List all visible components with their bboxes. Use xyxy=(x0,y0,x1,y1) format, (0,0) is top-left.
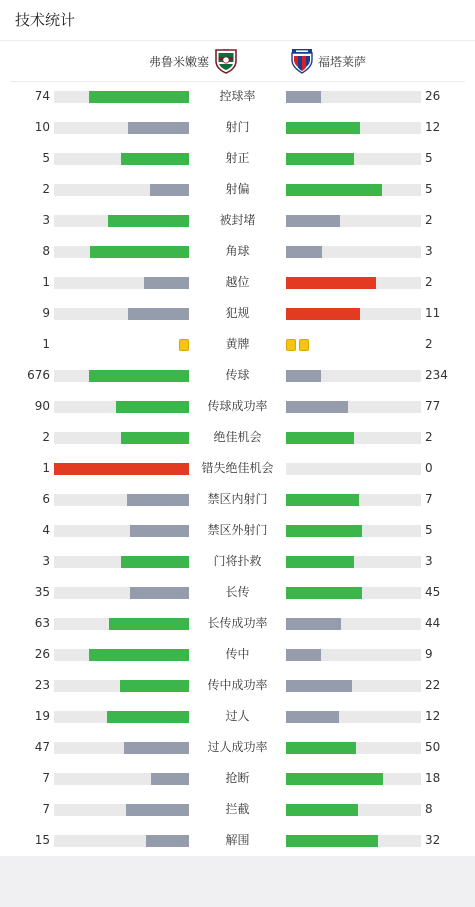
away-team-name: 福塔莱萨 xyxy=(318,54,367,69)
stat-label: 犯规 xyxy=(225,306,250,320)
home-stat-bar-fill xyxy=(89,370,189,382)
away-stat-bar-fill xyxy=(286,742,356,754)
away-stat-value: 9 xyxy=(425,647,433,661)
away-stat-bar xyxy=(286,649,421,661)
away-stat-bar xyxy=(286,525,421,537)
home-stat-bar xyxy=(54,153,189,165)
away-stat-value: 8 xyxy=(425,802,433,816)
home-stat-bar xyxy=(54,587,189,599)
away-stat-value: 12 xyxy=(425,120,441,134)
home-team[interactable] xyxy=(10,41,238,81)
away-stat-bar xyxy=(286,463,421,475)
away-stat-bar-fill xyxy=(286,370,321,382)
away-team[interactable] xyxy=(290,41,465,81)
home-stat-bar xyxy=(54,246,189,258)
home-stat-bar xyxy=(54,401,189,413)
stat-row xyxy=(0,763,475,794)
home-stat-value: 7 xyxy=(42,771,50,785)
stat-label: 过人 xyxy=(225,709,250,723)
home-stat-bar-fill xyxy=(151,773,189,785)
home-stat-value: 90 xyxy=(34,399,50,413)
yellow-card-icon xyxy=(299,339,309,351)
home-yellow-cards xyxy=(54,339,189,352)
yellow-card-icon xyxy=(179,339,189,351)
home-stat-value: 19 xyxy=(34,709,50,723)
away-stat-bar xyxy=(286,370,421,382)
home-stat-bar xyxy=(54,432,189,444)
home-stat-value: 3 xyxy=(42,554,50,568)
away-stat-bar-fill xyxy=(286,835,378,847)
yellow-card-icon xyxy=(286,339,296,351)
home-stat-bar xyxy=(54,277,189,289)
home-stat-bar xyxy=(54,742,189,754)
stat-label: 控球率 xyxy=(219,89,256,103)
away-stat-value: 77 xyxy=(425,399,441,413)
stat-row xyxy=(0,794,475,825)
stat-label: 抢断 xyxy=(225,771,250,785)
stat-row xyxy=(0,670,475,701)
home-stat-value: 6 xyxy=(42,492,50,506)
stat-row xyxy=(0,360,475,391)
home-stat-value: 9 xyxy=(42,306,50,320)
home-stat-bar xyxy=(54,773,189,785)
home-stat-bar xyxy=(54,463,189,475)
away-stat-bar-fill xyxy=(286,153,354,165)
away-stat-bar xyxy=(286,587,421,599)
stat-label: 拦截 xyxy=(225,802,250,816)
stat-row xyxy=(0,112,475,143)
away-stat-bar-fill xyxy=(286,308,360,320)
home-stat-value: 1 xyxy=(42,461,50,475)
home-stat-bar xyxy=(54,711,189,723)
stats-list xyxy=(0,81,475,856)
away-stat-bar-fill xyxy=(286,215,340,227)
stat-label: 传球成功率 xyxy=(207,399,268,413)
home-stat-value: 8 xyxy=(42,244,50,258)
stat-label: 角球 xyxy=(225,244,250,258)
home-stat-value: 7 xyxy=(42,802,50,816)
away-stat-bar xyxy=(286,277,421,289)
home-stat-value: 4 xyxy=(42,523,50,537)
away-stat-value: 7 xyxy=(425,492,433,506)
stat-label: 门将扑救 xyxy=(213,554,262,568)
away-stat-bar xyxy=(286,215,421,227)
home-stat-bar-fill xyxy=(116,401,189,413)
away-stat-bar-fill xyxy=(286,184,382,196)
home-stat-bar xyxy=(54,804,189,816)
home-stat-bar xyxy=(54,494,189,506)
away-stat-bar-fill xyxy=(286,525,362,537)
home-stat-bar-fill xyxy=(128,122,189,134)
stat-label: 禁区内射门 xyxy=(207,492,268,506)
home-stat-bar-fill xyxy=(130,587,189,599)
team-header xyxy=(10,41,465,82)
home-stat-value: 74 xyxy=(34,89,50,103)
stat-label: 长传成功率 xyxy=(207,616,268,630)
away-stat-value: 2 xyxy=(425,275,433,289)
stat-label: 长传 xyxy=(225,585,250,599)
home-stat-bar xyxy=(54,370,189,382)
away-stat-bar xyxy=(286,494,421,506)
away-stat-bar xyxy=(286,835,421,847)
stat-row xyxy=(0,453,475,484)
home-stat-bar xyxy=(54,308,189,320)
away-stat-bar xyxy=(286,556,421,568)
home-stat-bar xyxy=(54,680,189,692)
home-stat-bar-fill xyxy=(107,711,189,723)
stat-label: 过人成功率 xyxy=(207,740,268,754)
away-stat-value: 45 xyxy=(425,585,441,599)
away-stat-value: 18 xyxy=(425,771,441,785)
home-stat-value: 35 xyxy=(34,585,50,599)
home-stat-value: 2 xyxy=(42,430,50,444)
home-stat-value: 26 xyxy=(34,647,50,661)
home-stat-bar-fill xyxy=(90,246,189,258)
home-stat-value: 2 xyxy=(42,182,50,196)
home-stat-bar-fill xyxy=(130,525,189,537)
home-stat-value: 23 xyxy=(34,678,50,692)
stat-row xyxy=(0,608,475,639)
home-stat-bar-fill xyxy=(144,277,189,289)
home-stat-bar-fill xyxy=(121,556,189,568)
away-stat-value: 50 xyxy=(425,740,441,754)
stat-row xyxy=(0,236,475,267)
away-stat-bar xyxy=(286,401,421,413)
away-stat-bar-fill xyxy=(286,773,383,785)
home-stat-bar-fill xyxy=(124,742,189,754)
away-stat-bar xyxy=(286,773,421,785)
away-stat-bar-fill xyxy=(286,494,359,506)
away-stat-bar-fill xyxy=(286,804,358,816)
stat-label: 传球 xyxy=(225,368,250,382)
away-stat-bar-fill xyxy=(286,246,322,258)
away-stat-bar-fill xyxy=(286,618,341,630)
away-yellow-cards xyxy=(286,339,421,352)
away-stat-value: 3 xyxy=(425,244,433,258)
home-stat-value: 1 xyxy=(42,275,50,289)
away-stat-bar-fill xyxy=(286,587,362,599)
stat-row xyxy=(0,732,475,763)
away-stat-bar xyxy=(286,246,421,258)
stat-label: 绝佳机会 xyxy=(213,430,262,444)
away-stat-bar xyxy=(286,432,421,444)
home-stat-bar xyxy=(54,215,189,227)
home-stat-bar xyxy=(54,556,189,568)
away-stat-value: 26 xyxy=(425,89,441,103)
away-stat-bar xyxy=(286,153,421,165)
stat-row xyxy=(0,329,475,360)
stat-row xyxy=(0,484,475,515)
home-stat-bar-fill xyxy=(150,184,189,196)
away-stat-bar xyxy=(286,184,421,196)
home-stat-value: 47 xyxy=(34,740,50,754)
home-stat-bar xyxy=(54,184,189,196)
away-stat-value: 2 xyxy=(425,213,433,227)
home-stat-bar-fill xyxy=(121,432,189,444)
stat-row xyxy=(0,174,475,205)
stat-row xyxy=(0,143,475,174)
away-stat-bar xyxy=(286,122,421,134)
away-stat-value: 5 xyxy=(425,523,433,537)
away-stat-bar-fill xyxy=(286,556,354,568)
home-stat-bar-fill xyxy=(121,153,189,165)
away-stat-bar-fill xyxy=(286,649,321,661)
away-stat-value: 32 xyxy=(425,833,441,847)
home-stat-value: 63 xyxy=(34,616,50,630)
stat-row xyxy=(0,639,475,670)
home-stat-bar-fill xyxy=(89,649,189,661)
home-stat-value: 676 xyxy=(27,368,50,382)
home-stat-bar-fill xyxy=(128,308,189,320)
away-stat-value: 5 xyxy=(425,151,433,165)
home-stat-bar xyxy=(54,618,189,630)
away-stat-value: 3 xyxy=(425,554,433,568)
home-stat-bar xyxy=(54,91,189,103)
away-stat-bar-fill xyxy=(286,432,354,444)
away-stat-bar-fill xyxy=(286,680,352,692)
page-title: 技术统计 xyxy=(15,11,76,29)
away-stat-bar-fill xyxy=(286,122,360,134)
home-stat-bar-fill xyxy=(89,91,189,103)
home-stat-bar xyxy=(54,122,189,134)
stat-row xyxy=(0,267,475,298)
away-stat-bar xyxy=(286,711,421,723)
stat-label: 传中 xyxy=(225,647,250,661)
stat-row xyxy=(0,546,475,577)
away-stat-value: 0 xyxy=(425,461,433,475)
away-stat-value: 22 xyxy=(425,678,441,692)
away-stat-value: 12 xyxy=(425,709,441,723)
stat-label: 射偏 xyxy=(225,182,250,196)
away-stat-value: 44 xyxy=(425,616,441,630)
away-stat-bar xyxy=(286,742,421,754)
home-stat-bar xyxy=(54,835,189,847)
stat-label: 传中成功率 xyxy=(207,678,268,692)
stat-row xyxy=(0,515,475,546)
fluminense-crest-icon xyxy=(214,48,238,74)
home-stat-bar-fill xyxy=(146,835,189,847)
home-stat-bar-fill xyxy=(127,494,189,506)
stat-label: 解围 xyxy=(225,833,250,847)
away-stat-bar xyxy=(286,91,421,103)
home-stat-value: 3 xyxy=(42,213,50,227)
home-stat-bar xyxy=(54,525,189,537)
home-stat-bar xyxy=(54,649,189,661)
stat-label: 射正 xyxy=(225,151,250,165)
home-stat-value: 5 xyxy=(42,151,50,165)
stat-label: 射门 xyxy=(225,120,250,134)
stat-row xyxy=(0,701,475,732)
home-stat-value: 1 xyxy=(42,337,50,351)
away-stat-bar xyxy=(286,618,421,630)
home-stat-bar-fill xyxy=(54,463,189,475)
fortaleza-crest-icon xyxy=(290,48,314,74)
stat-row xyxy=(0,422,475,453)
stat-row xyxy=(0,577,475,608)
away-stat-value: 2 xyxy=(425,337,433,351)
home-stat-bar-fill xyxy=(120,680,189,692)
away-stat-bar xyxy=(286,680,421,692)
away-stat-value: 234 xyxy=(425,368,448,382)
home-stat-value: 15 xyxy=(34,833,50,847)
home-team-name: 弗鲁米嫩塞 xyxy=(148,54,209,69)
stat-row xyxy=(0,205,475,236)
home-stat-bar-fill xyxy=(126,804,189,816)
stat-label: 被封堵 xyxy=(219,213,256,227)
stat-row xyxy=(0,298,475,329)
away-stat-bar-fill xyxy=(286,91,321,103)
stat-row xyxy=(0,81,475,112)
away-stat-bar-fill xyxy=(286,277,376,289)
stat-label: 越位 xyxy=(225,275,250,289)
away-stat-value: 2 xyxy=(425,430,433,444)
stat-row xyxy=(0,825,475,856)
stat-label: 黄牌 xyxy=(225,337,250,351)
home-stat-bar-fill xyxy=(109,618,189,630)
away-stat-value: 5 xyxy=(425,182,433,196)
stat-label: 禁区外射门 xyxy=(207,523,268,537)
home-stat-value: 10 xyxy=(34,120,50,134)
away-stat-value: 11 xyxy=(425,306,441,320)
stat-row xyxy=(0,391,475,422)
stat-label: 错失绝佳机会 xyxy=(201,461,274,475)
home-stat-bar-fill xyxy=(108,215,189,227)
away-stat-bar xyxy=(286,308,421,320)
away-stat-bar-fill xyxy=(286,711,339,723)
away-stat-bar-fill xyxy=(286,401,348,413)
away-stat-bar xyxy=(286,804,421,816)
